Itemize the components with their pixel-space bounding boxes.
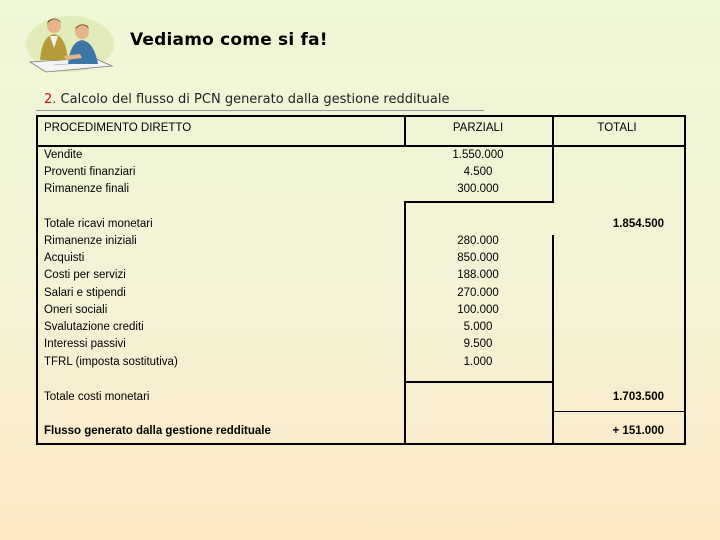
table-border [36,115,38,445]
row-label-tfrl: TFRL (imposta sostitutiva) [44,356,178,368]
row-value-totale-costi: 1.703.500 [612,391,664,403]
row-label-rimanenze-iniziali: Rimanenze iniziali [44,235,137,247]
subtitle-text: Calcolo del flusso di PCN generato dalla gestione reddituale [56,92,450,107]
column-divider [404,201,406,383]
row-value-vendite: 1.550.000 [452,149,504,161]
row-value-costi-servizi: 188.000 [457,269,499,281]
row-label-interessi: Interessi passivi [44,338,126,350]
row-value-rimanenze-finali: 300.000 [457,183,499,195]
table-border [684,115,686,445]
row-label-flusso: Flusso generato dalla gestione reddituale [44,425,271,437]
row-label-totale-costi: Totale costi monetari [44,391,150,403]
section-rule [404,201,554,203]
table-border [36,443,686,445]
row-value-salari: 270.000 [457,287,499,299]
table-border [36,115,686,117]
people-at-desk-illustration [24,10,116,74]
row-value-acquisti: 850.000 [457,252,499,264]
row-value-proventi: 4.500 [463,166,493,178]
slide-subtitle [44,92,449,107]
column-divider [552,145,554,203]
row-value-tfrl: 1.000 [463,356,493,368]
section-rule [404,381,554,383]
row-value-flusso: + 151.000 [612,425,664,437]
row-label-acquisti: Acquisti [44,252,85,264]
row-label-svalutazione: Svalutazione crediti [44,321,144,333]
header-parziali: PARZIALI [452,122,504,134]
cash-flow-table [36,115,686,445]
row-value-totale-ricavi: 1.854.500 [612,218,664,230]
row-label-proventi: Proventi finanziari [44,166,136,178]
column-divider [552,235,554,383]
row-value-interessi: 9.500 [463,338,493,350]
row-value-oneri-sociali: 100.000 [457,304,499,316]
row-label-vendite: Vendite [44,149,83,161]
row-value-svalutazione: 5.000 [463,321,493,333]
row-label-costi-servizi: Costi per servizi [44,269,126,281]
subtitle-number: 2. [44,92,57,107]
header-procedimento: PROCEDIMENTO DIRETTO [44,122,192,134]
header-rule [36,145,686,147]
column-divider [404,115,406,147]
row-label-salari: Salari e stipendi [44,287,126,299]
subtitle-rule [36,110,484,111]
column-divider [404,383,406,445]
total-underline [554,411,684,412]
row-label-rimanenze-finali: Rimanenze finali [44,183,130,195]
header-totali: TOTALI [597,122,637,134]
slide-title: Vediamo come si fa! [130,30,328,50]
row-label-totale-ricavi: Totale ricavi monetari [44,218,153,230]
row-label-oneri-sociali: Oneri sociali [44,304,108,316]
row-value-rimanenze-iniziali: 280.000 [457,235,499,247]
